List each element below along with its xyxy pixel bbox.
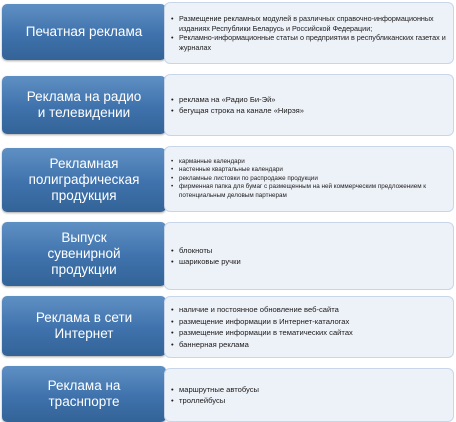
category-details [164, 368, 454, 422]
category-label: Реклама на траснпорте [2, 366, 166, 422]
category-details [164, 146, 454, 212]
category-label: Рекламная полиграфическая продукция [2, 148, 166, 212]
list-item: • реклама на «Радио Би-Эй» [171, 94, 447, 106]
list-item: • Рекламно-информационные статьи о предприятии в республиканских газетах и журналах [171, 33, 447, 52]
category-label: Реклама на радио и телевидении [2, 76, 166, 134]
list-item: • размещение информации в тематических сайтах [171, 327, 447, 339]
list-item: • карманные календари [171, 158, 447, 166]
category-label: Печатная реклама [2, 4, 166, 60]
list-item: • блокноты [171, 245, 447, 257]
category-details [164, 222, 454, 290]
list-item: • шариковые ручки [171, 256, 447, 268]
category-label: Выпуск сувенирной продукции [2, 222, 166, 286]
category-details [164, 296, 454, 358]
list-item: • троллейбусы [171, 395, 447, 407]
list-item: • бегущая строка на канале «Нирэя» [171, 105, 447, 117]
list-item: • баннерная реклама [171, 339, 447, 351]
list-item: • настенные квартальные календари [171, 166, 447, 174]
category-label: Реклама в сети Интернет [2, 296, 166, 356]
category-details [164, 74, 454, 136]
list-item: • рекламные листовки по распродаже продукции [171, 175, 447, 183]
list-item: • маршрутные автобусы [171, 384, 447, 396]
list-item: • наличие и постоянное обновление веб-сайта [171, 304, 447, 316]
list-item: • размещение информации в Интернет-каталогах [171, 316, 447, 328]
category-details [164, 2, 454, 64]
list-item: • Размещение рекламных модулей в различных справочно-информационных изданиях Республики Беларусь и Российской Федерации; [171, 14, 447, 33]
list-item: • фирменная папка для бумаг с размещенным на ней коммерческим предложением к потенциальным деловым партнерам [171, 183, 447, 200]
